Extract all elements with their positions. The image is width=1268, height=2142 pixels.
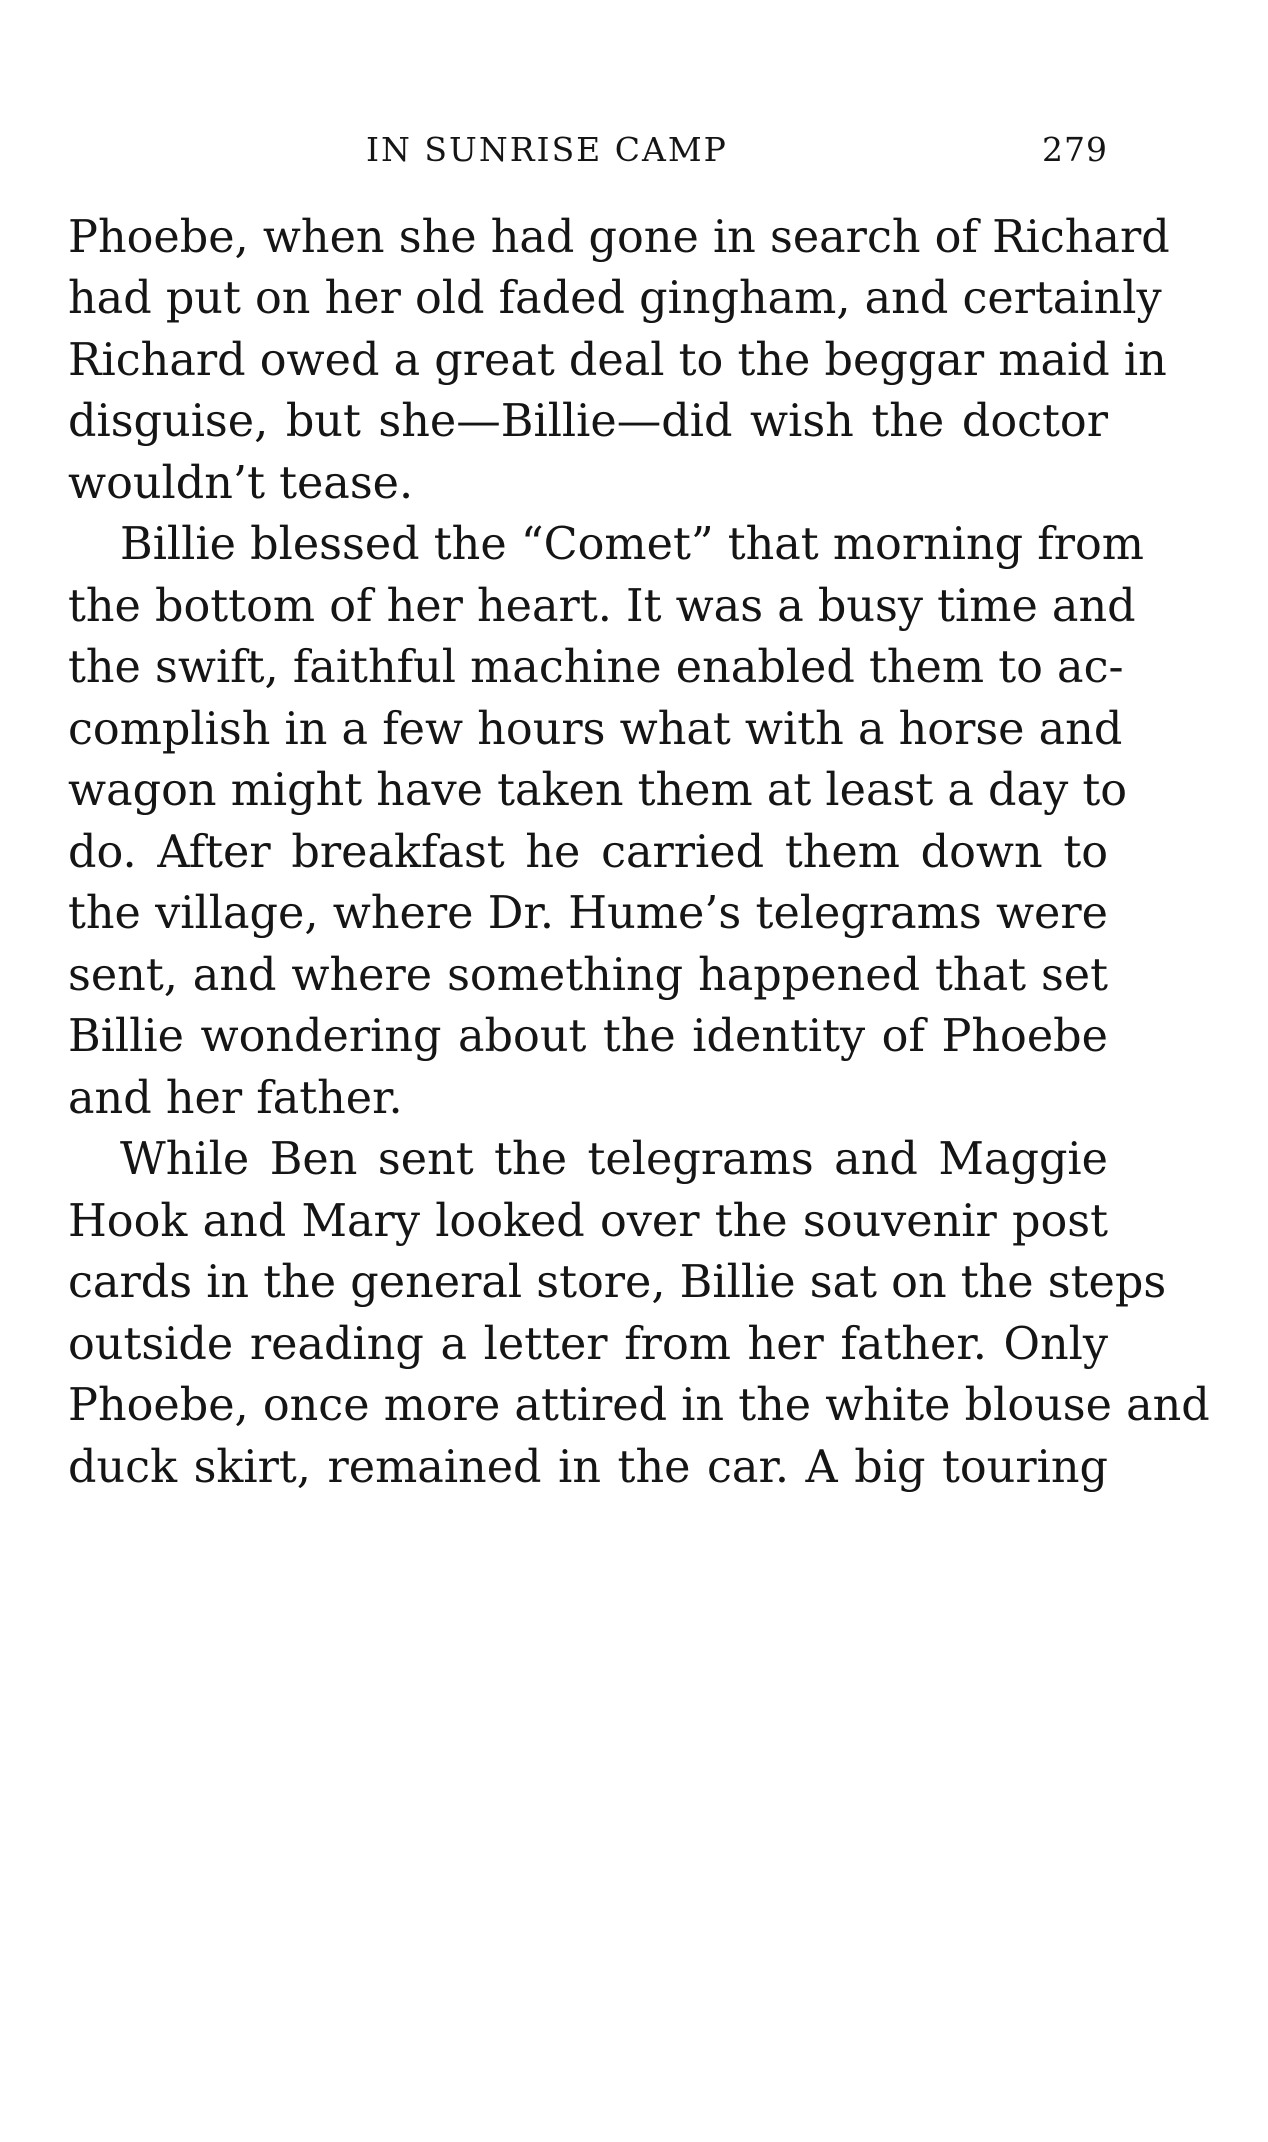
text-line: complish in a few hours what with a horse and	[68, 704, 1123, 755]
text-line: do. After breakfast he carried them down to	[68, 827, 1108, 878]
text-line: duck skirt, remained in the car. A big touring	[68, 1442, 1108, 1493]
text-line: the swift, faithful machine enabled them to ac-	[68, 642, 1124, 693]
text-line: the village, where Dr. Hume’s telegrams were	[68, 888, 1108, 939]
text-line: While Ben sent the telegrams and Maggie	[120, 1134, 1108, 1185]
text-line: wouldn’t tease.	[68, 458, 414, 509]
text-line: cards in the general store, Billie sat on the steps	[68, 1257, 1167, 1308]
text-line: Billie blessed the “Comet” that morning from	[120, 519, 1144, 570]
text-line: had put on her old faded gingham, and certainly	[68, 273, 1162, 324]
text-line: disguise, but she—Billie—did wish the doctor	[68, 396, 1108, 447]
running-title: IN SUNRISE CAMP	[366, 130, 728, 169]
text-line: Richard owed a great deal to the beggar maid in	[68, 335, 1167, 386]
text-line: the bottom of her heart. It was a busy time and	[68, 581, 1136, 632]
text-line: wagon might have taken them at least a day to	[68, 765, 1128, 816]
text-line: and her father.	[68, 1073, 403, 1124]
running-head	[68, 130, 1108, 174]
text-line: Phoebe, when she had gone in search of Richard	[68, 212, 1170, 263]
page-number: 279	[1042, 130, 1108, 169]
text-line: outside reading a letter from her father. Only	[68, 1319, 1108, 1370]
text-line: Hook and Mary looked over the souvenir post	[68, 1196, 1108, 1247]
text-line: Phoebe, once more attired in the white blouse and	[68, 1380, 1210, 1431]
text-line: Billie wondering about the identity of Phoebe	[68, 1011, 1108, 1062]
text-line: sent, and where something happened that set	[68, 950, 1108, 1001]
